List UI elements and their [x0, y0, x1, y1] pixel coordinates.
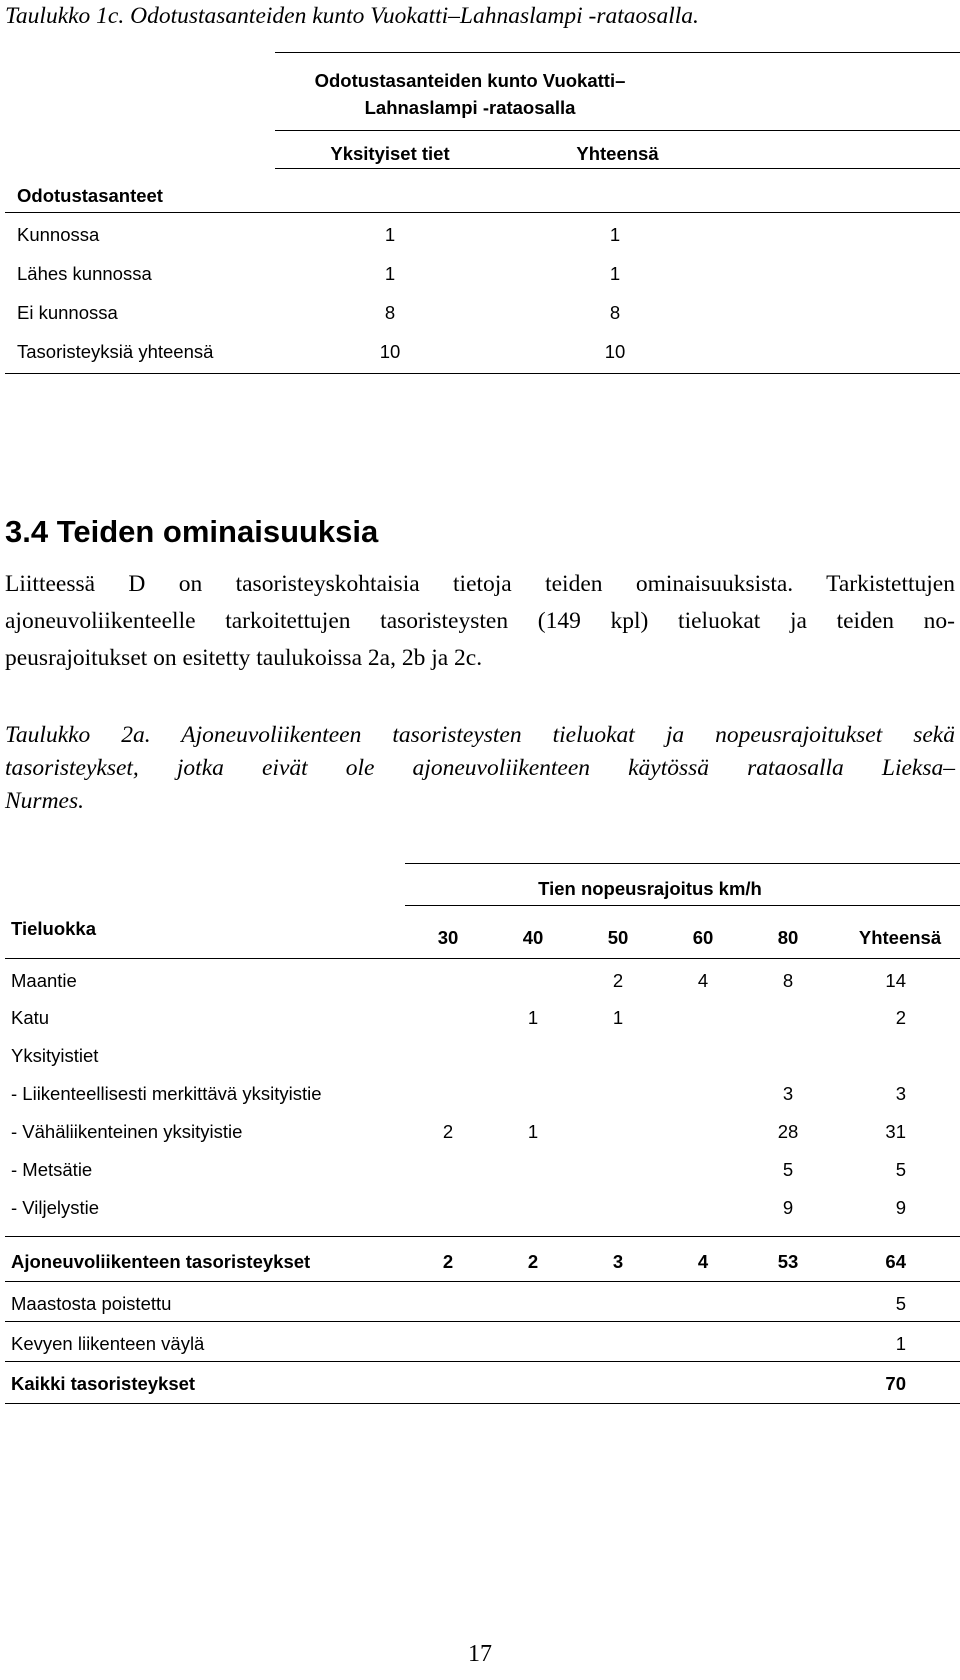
group-header-line-2: Lahnaslampi -rataosalla: [364, 97, 576, 118]
table-1c-header-bottom-rule: [5, 212, 960, 213]
table-row-label: Ei kunnossa: [17, 302, 118, 323]
row-rule: [5, 1361, 960, 1362]
table-cell: 28: [777, 1121, 799, 1142]
table-2a-bottom-rule: [5, 1403, 960, 1404]
paragraph-line: peusrajoitukset on esitetty taulukoissa 2a, 2b ja 2c.: [5, 645, 483, 671]
table-cell: 2: [612, 970, 624, 991]
table-row-label: - Viljelystie: [11, 1197, 100, 1218]
table-cell: 3: [782, 1083, 794, 1104]
grand-total-label: Kaikki tasoristeykset: [11, 1373, 196, 1394]
caption-line: Nurmes.: [5, 788, 84, 814]
table-row-label: Yksityistiet: [11, 1045, 99, 1066]
table-2a-subtotal-rule: [5, 1236, 960, 1237]
table-1c-top-rule: [275, 52, 960, 53]
subtotal-cell: 2: [527, 1251, 539, 1272]
table-row-label: Kunnossa: [17, 224, 100, 245]
col-header-60: 60: [692, 927, 714, 948]
table-row-label: Lähes kunnossa: [17, 263, 152, 284]
subtotal-label: Ajoneuvoliikenteen tasoristeykset: [11, 1251, 311, 1272]
paragraph-line: Liitteessä D on tasoristeyskohtaisia tietoja teiden ominaisuuksista. Tarkistettujen: [5, 571, 955, 597]
table-cell-private: 1: [384, 224, 396, 245]
table-1c-group-rule: [275, 130, 960, 131]
table-1c-colhead-rule: [275, 168, 960, 169]
table-row-label: Tasoristeyksiä yhteensä: [17, 341, 214, 362]
table-row-label: Kevyen liikenteen väylä: [11, 1333, 205, 1354]
subtotal-cell: 3: [612, 1251, 624, 1272]
col-header-50: 50: [607, 927, 629, 948]
grand-total-value: 70: [885, 1373, 906, 1394]
table-cell-total: 1: [895, 1333, 906, 1354]
table-1c-caption: Taulukko 1c. Odotustasanteiden kunto Vuokatti–Lahnaslampi -rataosalla.: [5, 3, 699, 29]
speed-limit-header: Tien nopeusrajoitus km/h: [538, 878, 762, 899]
table-2a-caption: [5, 719, 955, 818]
table-2a-speed-rule: [405, 905, 960, 906]
subtotal-cell: 4: [697, 1251, 709, 1272]
table-cell: 1: [612, 1007, 624, 1028]
subtotal-total: 64: [885, 1251, 906, 1272]
col-header-total: Yhteensä: [576, 143, 659, 164]
table-cell: 1: [527, 1007, 539, 1028]
table-cell: 2: [442, 1121, 454, 1142]
table-cell-private: 10: [379, 341, 401, 362]
col-header-30: 30: [437, 927, 459, 948]
paragraph-line: ajoneuvoliikenteelle tarkoitettujen tasoristeysten (149 kpl) tieluokat ja teiden no-: [5, 608, 955, 634]
table-1c-bottom-rule: [5, 373, 960, 374]
table-1c-group-header: [275, 67, 665, 121]
table-row-label: Katu: [11, 1007, 50, 1028]
subtotal-cell: 2: [442, 1251, 454, 1272]
row-rule: [5, 1321, 960, 1322]
table-cell-total: 3: [895, 1083, 906, 1104]
table-row-label: - Vähäliikenteinen yksityistie: [11, 1121, 243, 1142]
table-cell-total: 9: [895, 1197, 906, 1218]
section-heading: 3.4 Teiden ominaisuuksia: [5, 514, 379, 549]
table-cell: 8: [782, 970, 794, 991]
table-row-label: - Metsätie: [11, 1159, 93, 1180]
table-2a-top-rule: [405, 863, 960, 864]
table-cell-private: 1: [384, 263, 396, 284]
table-2a-subtotal-bottom-rule: [5, 1281, 960, 1282]
table-cell-total: 8: [609, 302, 621, 323]
col-header-total: Yhteensä: [858, 927, 942, 948]
table-row-label: Maantie: [11, 970, 77, 991]
subtotal-cell: 53: [777, 1251, 799, 1272]
table-cell-total: 1: [609, 224, 621, 245]
table-cell-total: 10: [604, 341, 626, 362]
group-header-line-1: Odotustasanteiden kunto Vuokatti–: [314, 70, 626, 91]
caption-line: Taulukko 2a. Ajoneuvoliikenteen tasoristeysten tieluokat ja nopeusrajoitukset sekä: [5, 722, 955, 748]
caption-line: tasoristeykset, jotka eivät ole ajoneuvoliikenteen käytössä rataosalla Lieksa–: [5, 755, 955, 781]
table-cell: 1: [527, 1121, 539, 1142]
table-cell-total: 14: [885, 970, 906, 991]
table-cell-total: 2: [895, 1007, 906, 1028]
table-cell-total: 1: [609, 263, 621, 284]
row-header-odotustasanteet: Odotustasanteet: [17, 185, 163, 206]
col-header-private-roads: Yksityiset tiet: [330, 143, 450, 164]
table-row-label: - Liikenteellisesti merkittävä yksityistie: [11, 1083, 322, 1104]
table-cell: 5: [782, 1159, 794, 1180]
table-cell-private: 8: [384, 302, 396, 323]
col-header-80: 80: [777, 927, 799, 948]
section-paragraph: [5, 566, 955, 677]
table-cell-total: 5: [895, 1159, 906, 1180]
table-cell-total: 31: [885, 1121, 906, 1142]
table-2a-header-bottom-rule: [5, 958, 960, 959]
col-header-40: 40: [522, 927, 544, 948]
table-cell: 4: [697, 970, 709, 991]
table-cell-total: 5: [895, 1293, 906, 1314]
table-row-label: Maastosta poistettu: [11, 1293, 172, 1314]
page-number: 17: [468, 1641, 492, 1667]
table-cell: 9: [782, 1197, 794, 1218]
row-header-tieluokka: Tieluokka: [11, 918, 97, 939]
